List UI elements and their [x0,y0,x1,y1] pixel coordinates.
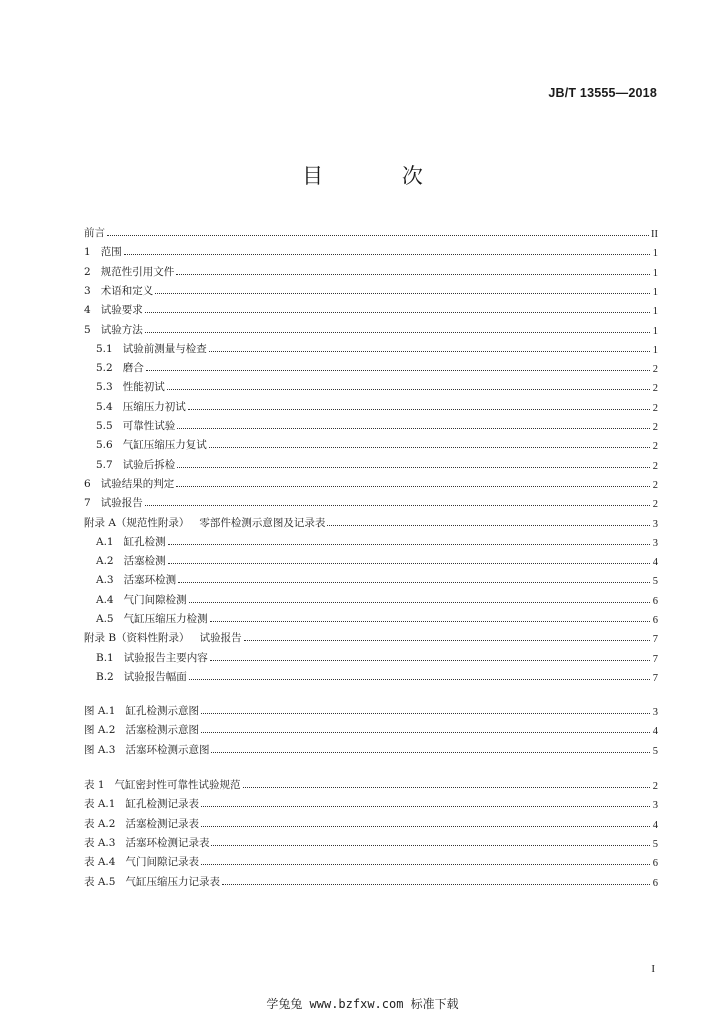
toc-entry[interactable] [96,396,658,414]
dot-leader [107,235,649,236]
toc-entry-label: 4 试验要求 [84,304,143,317]
toc-entry[interactable] [96,608,658,626]
toc-entry-label: 5.6 气缸压缩压力复试 [96,439,207,452]
toc-entry-page: 1 [652,286,658,298]
toc-entry-label: 7 试验报告 [84,497,143,510]
toc-entry-label: 5.4 压缩压力初试 [96,400,186,413]
toc-entry-page: 2 [652,402,658,414]
toc-entry-label: 2 规范性引用文件 [84,265,175,278]
toc-entry-page: 6 [652,595,658,607]
toc-entry[interactable] [96,550,658,568]
dot-leader [327,525,650,526]
dot-leader [155,293,650,294]
dot-leader [124,254,650,255]
tables-entry[interactable] [84,832,658,850]
figures-entry[interactable] [84,739,658,757]
toc-entry-page: 2 [652,499,658,511]
toc-entry[interactable] [96,589,658,607]
dot-leader [145,332,650,333]
toc-entry[interactable] [96,376,658,394]
dot-leader [209,351,650,352]
toc-entry[interactable] [84,222,658,240]
toc-entry-label: 5 试验方法 [84,323,143,336]
toc-entry-page: II [651,229,658,240]
figures-entry-page: 3 [652,707,658,718]
tables-entry-page: 6 [652,877,658,889]
figures-entry[interactable] [84,719,658,737]
page-title: 目 次 [302,164,459,188]
toc-entry[interactable] [84,473,658,491]
toc-entry-label: 前言 [84,227,105,239]
toc-entry-label: 5.3 性能初试 [96,381,165,394]
tables-entry-page: 6 [652,858,658,870]
toc-entry[interactable] [96,666,658,684]
toc-entry-page: 3 [652,518,658,530]
dot-leader [178,582,650,583]
toc-entry-page: 1 [652,344,658,356]
footer-watermark: 学兔兔 www.bzfxw.com 标准下载 [266,997,459,1011]
toc-entry-page: 2 [652,441,658,453]
toc-entry-page: 2 [652,364,658,376]
tables-entry[interactable] [84,774,658,792]
toc-entry-page: 2 [652,422,658,433]
dot-leader [189,679,650,680]
toc-entry[interactable] [96,338,658,356]
dot-leader [177,428,650,429]
dot-leader [201,713,650,714]
figures-entry-page: 5 [652,745,658,757]
toc-entry-label: 5.1 试验前测量与检查 [96,342,207,355]
toc-entry[interactable] [96,531,658,549]
toc-entry-page: 2 [652,460,658,472]
dot-leader [201,864,650,865]
dot-leader [168,563,650,564]
toc-entry-page: 2 [652,383,658,395]
toc-entry-label: 5.5 可靠性试验 [96,420,176,432]
dot-leader [176,274,650,275]
dot-leader [188,409,650,410]
toc-entry-label: B.2 试验报告幅面 [96,670,187,683]
toc-entry-page: 1 [652,325,658,337]
toc-entry[interactable] [84,280,658,298]
tables-entry-label: 表 A.1 缸孔检测记录表 [84,798,199,811]
figures-entry-page: 4 [652,726,658,738]
tables-entry-label: 表 A.4 气门间隙记录表 [84,856,199,869]
toc-entry[interactable] [84,492,658,510]
figures-entry-label: 图 A.2 活塞检测示意图 [84,724,199,737]
tables-entry[interactable] [84,871,658,889]
dot-leader [201,806,650,807]
dot-leader [177,467,650,468]
toc-entry-label: 6 试验结果的判定 [84,477,175,490]
dot-leader [211,845,650,846]
dot-leader [145,312,650,313]
dot-leader [189,602,650,603]
toc-entry[interactable] [96,647,658,665]
toc-entry-label: 附录 A（规范性附录） 零部件检测示意图及记录表 [84,516,326,529]
toc-entry-label: 5.2 磨合 [96,362,144,375]
dot-leader [201,826,650,827]
toc-entry[interactable] [84,299,658,317]
toc-entry-page: 7 [652,653,658,665]
tables-entry-page: 4 [652,819,658,831]
toc-entry-label: A.1 缸孔检测 [96,535,166,548]
tables-entry[interactable] [84,813,658,831]
toc-entry[interactable] [84,261,658,279]
dot-leader [244,640,650,641]
toc-entry-page: 1 [652,248,658,260]
tables-entry-page: 3 [652,800,658,812]
toc-entry[interactable] [84,512,658,530]
figures-entry[interactable] [84,700,658,718]
dot-leader [201,732,650,733]
dot-leader [211,752,650,753]
figures-entry-label: 图 A.1 缸孔检测示意图 [84,705,199,717]
toc-entry-page: 5 [652,576,658,588]
toc-entry[interactable] [96,454,658,472]
toc-entry[interactable] [96,357,658,375]
tables-entry-label: 表 A.2 活塞检测记录表 [84,817,199,830]
tables-entry-label: 表 A.3 活塞环检测记录表 [84,836,210,849]
toc-entry-page: 7 [652,672,658,684]
tables-entry-page: 2 [652,781,658,792]
dot-leader [145,505,650,506]
toc-entry-label: A.5 气缸压缩压力检测 [96,613,208,625]
tables-entry-label: 表 1 气缸密封性可靠性试验规范 [84,779,241,791]
toc-entry-label: 1 范围 [84,246,122,259]
toc-entry-page: 6 [652,615,658,626]
dot-leader [210,621,650,622]
standard-code: JB/T 13555—2018 [548,86,657,100]
toc-entry-page: 3 [652,537,658,549]
toc-entry-label: 3 术语和定义 [84,284,154,297]
toc-entry[interactable] [96,569,658,587]
toc-entry-page: 1 [652,306,658,318]
toc-entry-page: 4 [652,557,658,569]
dot-leader [210,660,650,661]
toc-entry-label: 附录 B（资料性附录） 试验报告 [84,632,242,645]
dot-leader [146,370,650,371]
dot-leader [176,486,650,487]
figures-entry-label: 图 A.3 活塞环检测示意图 [84,743,210,756]
dot-leader [209,447,650,448]
toc-entry[interactable] [84,241,658,259]
toc-entry-label: A.2 活塞检测 [96,555,166,568]
tables-entry-page: 5 [652,838,658,850]
toc-entry-page: 2 [652,479,658,491]
toc-entry-page: 7 [652,634,658,646]
toc-entry-page: 1 [652,267,658,279]
toc-entry[interactable] [96,415,658,433]
tables-entry[interactable] [84,851,658,869]
dot-leader [168,544,650,545]
dot-leader [222,884,650,885]
dot-leader [243,787,650,788]
toc-entry-label: 5.7 试验后拆检 [96,458,176,471]
dot-leader [167,389,650,390]
toc-entry-label: B.1 试验报告主要内容 [96,651,208,664]
tables-entry[interactable] [84,793,658,811]
toc-entry-label: A.4 气门间隙检测 [96,593,187,606]
toc-entry-label: A.3 活塞环检测 [96,574,177,587]
page-number: I [651,963,655,975]
toc-entry[interactable] [84,627,658,645]
toc-entry[interactable] [96,434,658,452]
tables-entry-label: 表 A.5 气缸压缩压力记录表 [84,875,220,888]
toc-entry[interactable] [84,319,658,337]
